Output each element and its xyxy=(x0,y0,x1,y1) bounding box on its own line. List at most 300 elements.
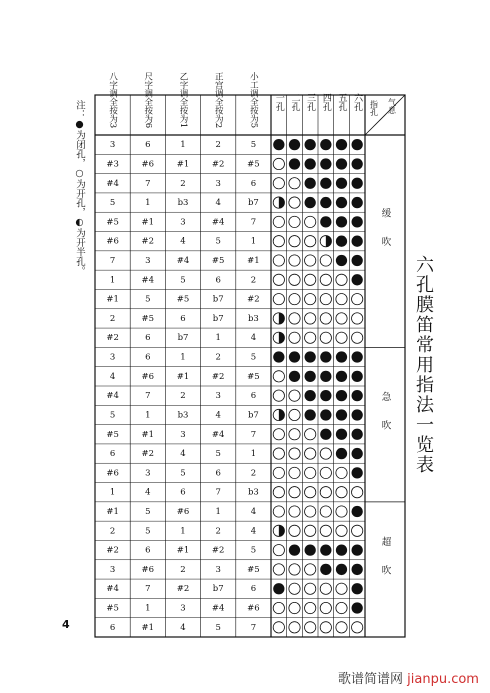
closed-hole-mark xyxy=(336,351,347,362)
note-value: 3 xyxy=(145,468,151,479)
open-hole-mark xyxy=(336,487,347,498)
open-hole-mark xyxy=(305,525,316,536)
note-value: 1 xyxy=(215,507,221,517)
note-value: #2 xyxy=(141,236,155,247)
open-hole-mark xyxy=(289,564,300,575)
open-hole-mark xyxy=(336,525,347,536)
note-value: b7 xyxy=(247,198,259,209)
closed-hole-mark xyxy=(305,544,316,555)
watermark-url: jianpu.com xyxy=(407,672,479,687)
note-value: 2 xyxy=(180,391,186,402)
closed-hole-mark xyxy=(352,236,363,247)
note-value: #1 xyxy=(106,294,119,305)
open-hole-mark xyxy=(305,293,316,304)
open-hole-mark xyxy=(305,332,316,343)
note-value: #5 xyxy=(176,294,190,305)
note-value: 2 xyxy=(215,352,221,363)
hole-label: 三孔 xyxy=(305,93,316,111)
closed-hole-mark xyxy=(289,544,300,555)
note-value: 5 xyxy=(215,622,221,633)
open-hole-mark xyxy=(273,390,284,401)
open-hole-mark xyxy=(273,448,284,459)
open-hole-mark xyxy=(305,602,316,613)
open-hole-mark xyxy=(273,564,284,575)
hole-label: 四孔 xyxy=(320,93,331,111)
open-hole-mark xyxy=(320,274,331,285)
note-value: b3 xyxy=(247,487,259,498)
open-hole-mark xyxy=(352,525,363,536)
open-hole-mark xyxy=(352,487,363,498)
closed-hole-mark xyxy=(305,371,316,382)
open-hole-mark xyxy=(289,429,300,440)
note-value: b7 xyxy=(247,410,259,421)
open-hole-mark xyxy=(305,448,316,459)
note-value: 6 xyxy=(250,178,257,189)
note-value: #2 xyxy=(106,545,119,556)
open-hole-mark xyxy=(273,216,284,227)
open-hole-mark xyxy=(289,409,300,420)
section-label: 超 吹 xyxy=(379,536,391,575)
open-hole-mark xyxy=(273,158,284,169)
open-hole-mark xyxy=(320,506,331,517)
note-value: b3 xyxy=(247,313,259,324)
table-frame xyxy=(95,95,405,637)
note-value: 6 xyxy=(109,449,116,460)
half-hole-fill xyxy=(279,409,285,420)
note-value: 5 xyxy=(250,140,257,151)
note-value: 3 xyxy=(215,178,221,189)
open-hole-mark xyxy=(336,622,347,633)
closed-hole-mark xyxy=(336,390,347,401)
note-value: #6 xyxy=(176,507,190,517)
closed-hole-mark xyxy=(352,197,363,208)
open-hole-mark xyxy=(273,429,284,440)
note-value: #6 xyxy=(106,236,119,247)
note-value: #1 xyxy=(141,217,155,228)
open-hole-mark xyxy=(320,583,331,594)
note-value: #6 xyxy=(247,603,260,614)
closed-hole-mark xyxy=(352,506,363,517)
open-hole-mark xyxy=(273,371,284,382)
closed-hole-mark xyxy=(352,602,363,613)
open-hole-mark xyxy=(273,236,284,247)
closed-hole-mark xyxy=(336,429,347,440)
note-value: 7 xyxy=(145,584,151,595)
closed-hole-mark xyxy=(352,139,363,150)
closed-hole-mark xyxy=(352,158,363,169)
open-hole-mark xyxy=(289,332,300,343)
note-value: 2 xyxy=(250,275,257,286)
open-hole-mark xyxy=(336,583,347,594)
key-label: 尺字调全按为6 xyxy=(142,71,153,129)
note-value: 2 xyxy=(109,526,116,537)
closed-hole-mark xyxy=(305,351,316,362)
closed-hole-mark xyxy=(336,371,347,382)
note-value: #5 xyxy=(106,217,119,228)
note-value: 1 xyxy=(250,236,257,247)
note-value: #4 xyxy=(211,429,225,440)
note-value: #4 xyxy=(211,603,225,614)
open-hole-mark xyxy=(273,293,284,304)
note-value: 1 xyxy=(180,140,186,151)
note-value: 4 xyxy=(145,487,151,498)
note-value: 1 xyxy=(109,275,116,286)
open-hole-mark xyxy=(352,622,363,633)
closed-hole-mark xyxy=(336,236,347,247)
closed-hole-mark xyxy=(352,255,363,266)
note-value: #5 xyxy=(106,429,119,440)
note-value: 3 xyxy=(180,603,186,614)
note-value: 2 xyxy=(215,526,221,537)
note-value: 5 xyxy=(250,352,257,363)
note-value: #6 xyxy=(141,564,155,575)
open-hole-mark xyxy=(320,293,331,304)
note-value: 4 xyxy=(180,449,186,460)
half-hole-fill xyxy=(279,332,285,343)
closed-hole-mark xyxy=(320,158,331,169)
closed-hole-mark xyxy=(352,216,363,227)
open-hole-mark xyxy=(320,313,331,324)
closed-hole-mark xyxy=(336,448,347,459)
open-hole-mark xyxy=(273,178,284,189)
closed-hole-mark xyxy=(352,178,363,189)
note-value: 7 xyxy=(250,217,257,228)
closed-hole-mark xyxy=(336,139,347,150)
closed-hole-mark xyxy=(320,351,331,362)
closed-hole-mark xyxy=(320,429,331,440)
note-value: #1 xyxy=(176,545,190,556)
note-value: #1 xyxy=(106,507,119,517)
open-hole-mark xyxy=(273,544,284,555)
note-value: b3 xyxy=(177,198,189,209)
note-value: #2 xyxy=(176,584,190,595)
closed-hole-mark xyxy=(305,139,316,150)
note-value: 5 xyxy=(109,410,116,421)
note-value: 2 xyxy=(180,564,186,575)
open-hole-mark xyxy=(305,467,316,478)
hole-label: 一孔 xyxy=(273,93,284,111)
note-value: #4 xyxy=(106,584,119,595)
note-value: #4 xyxy=(106,391,119,402)
note-value: 6 xyxy=(145,545,151,556)
open-hole-mark xyxy=(352,313,363,324)
closed-hole-mark xyxy=(305,197,316,208)
note-value: 7 xyxy=(215,487,221,498)
closed-hole-mark xyxy=(305,178,316,189)
note-value: #4 xyxy=(176,256,190,266)
note-value: #2 xyxy=(211,371,225,382)
note-value: #6 xyxy=(106,468,119,479)
open-hole-mark xyxy=(289,448,300,459)
note-value: 3 xyxy=(180,429,186,440)
note-value: 6 xyxy=(215,275,221,286)
note-value: 6 xyxy=(109,622,116,633)
open-hole-mark xyxy=(305,216,316,227)
closed-hole-mark xyxy=(352,448,363,459)
key-label: 小工调全按为5 xyxy=(248,71,259,129)
note-value: 7 xyxy=(109,256,116,266)
open-hole-mark xyxy=(289,293,300,304)
page-number: 4 xyxy=(62,618,70,631)
closed-hole-mark xyxy=(320,409,331,420)
note-value: 6 xyxy=(145,333,151,344)
note-value: #6 xyxy=(141,371,155,382)
open-hole-mark xyxy=(320,332,331,343)
note-value: 5 xyxy=(145,507,151,517)
note-value: 2 xyxy=(250,468,257,479)
open-hole-mark xyxy=(289,236,300,247)
key-label: 正宫调全按为2 xyxy=(213,71,224,129)
note-value: 4 xyxy=(180,622,186,633)
closed-hole-mark xyxy=(320,216,331,227)
note-value: 3 xyxy=(109,352,116,363)
note-value: 1 xyxy=(180,526,186,537)
note-value: #6 xyxy=(141,159,155,170)
note-value: 1 xyxy=(180,352,186,363)
closed-hole-mark xyxy=(273,583,284,594)
closed-hole-mark xyxy=(336,409,347,420)
open-hole-mark xyxy=(320,487,331,498)
note-value: 6 xyxy=(215,468,221,479)
note-value: 5 xyxy=(109,198,116,209)
note-value: #2 xyxy=(211,159,225,170)
note-value: 4 xyxy=(215,410,221,421)
note-value: #4 xyxy=(211,217,225,228)
watermark-text: 歌谱简谱网 xyxy=(338,672,404,687)
note-value: #2 xyxy=(141,449,155,460)
note-value: #5 xyxy=(141,313,155,324)
open-hole-mark xyxy=(305,313,316,324)
note-value: #1 xyxy=(141,622,155,633)
note-value: b7 xyxy=(212,313,224,324)
open-hole-mark xyxy=(305,506,316,517)
half-hole-fill xyxy=(279,313,285,324)
open-hole-mark xyxy=(305,583,316,594)
closed-hole-mark xyxy=(336,197,347,208)
note-value: 7 xyxy=(250,622,257,633)
open-hole-mark xyxy=(289,583,300,594)
closed-hole-mark xyxy=(289,351,300,362)
note-value: 1 xyxy=(145,603,151,614)
note-value: 5 xyxy=(180,275,186,286)
note-value: 4 xyxy=(250,333,257,344)
note-value: #5 xyxy=(211,256,225,266)
open-hole-mark xyxy=(305,564,316,575)
legend-note: 注：●为闭孔，○为开孔，◐为开半孔。 xyxy=(74,100,85,276)
open-hole-mark xyxy=(289,506,300,517)
note-value: 5 xyxy=(145,294,151,305)
note-value: b7 xyxy=(212,294,224,305)
open-hole-mark xyxy=(289,487,300,498)
open-hole-mark xyxy=(352,332,363,343)
note-value: #1 xyxy=(247,256,260,266)
note-value: #2 xyxy=(211,545,225,556)
note-value: #5 xyxy=(247,564,260,575)
open-hole-mark xyxy=(273,622,284,633)
section-label: 缓 吹 xyxy=(379,208,391,247)
note-value: 6 xyxy=(145,352,151,363)
open-hole-mark xyxy=(305,255,316,266)
open-hole-mark xyxy=(289,602,300,613)
watermark xyxy=(338,668,479,687)
note-value: 5 xyxy=(215,449,221,460)
open-hole-mark xyxy=(273,602,284,613)
open-hole-mark xyxy=(305,429,316,440)
note-value: 4 xyxy=(250,526,257,537)
open-hole-mark xyxy=(336,274,347,285)
note-value: 3 xyxy=(215,564,221,575)
closed-hole-mark xyxy=(352,390,363,401)
closed-hole-mark xyxy=(289,158,300,169)
note-value: #5 xyxy=(247,159,260,170)
closed-hole-mark xyxy=(320,178,331,189)
open-hole-mark xyxy=(273,467,284,478)
note-value: 2 xyxy=(215,140,221,151)
closed-hole-mark xyxy=(289,371,300,382)
note-value: 6 xyxy=(250,584,257,595)
closed-hole-mark xyxy=(352,371,363,382)
note-value: 1 xyxy=(109,487,116,498)
open-hole-mark xyxy=(289,274,300,285)
note-value: b7 xyxy=(177,333,189,344)
note-value: 4 xyxy=(250,507,257,517)
open-hole-mark xyxy=(273,506,284,517)
closed-hole-mark xyxy=(273,139,284,150)
open-hole-mark xyxy=(336,467,347,478)
open-hole-mark xyxy=(336,332,347,343)
note-value: #4 xyxy=(106,178,119,189)
hole-label: 二孔 xyxy=(289,93,300,111)
closed-hole-mark xyxy=(273,351,284,362)
closed-hole-mark xyxy=(305,409,316,420)
note-value: 7 xyxy=(145,391,151,402)
section-label: 急 吹 xyxy=(379,391,391,430)
closed-hole-mark xyxy=(320,564,331,575)
open-hole-mark xyxy=(305,274,316,285)
open-hole-mark xyxy=(336,602,347,613)
note-value: 3 xyxy=(145,256,151,266)
closed-hole-mark xyxy=(352,351,363,362)
open-hole-mark xyxy=(305,236,316,247)
open-hole-mark xyxy=(273,255,284,266)
note-value: 1 xyxy=(145,410,151,421)
note-value: 1 xyxy=(250,449,257,460)
note-value: 6 xyxy=(180,487,186,498)
note-value: #5 xyxy=(106,603,119,614)
page-title: 六孔膜笛常用指法一览表 xyxy=(413,255,434,475)
note-value: 6 xyxy=(180,313,186,324)
note-value: 4 xyxy=(180,236,186,247)
closed-hole-mark xyxy=(352,583,363,594)
note-value: #1 xyxy=(176,159,190,170)
key-label: 乙字调全按为1 xyxy=(178,71,188,129)
closed-hole-mark xyxy=(352,409,363,420)
open-hole-mark xyxy=(289,313,300,324)
open-hole-mark xyxy=(305,622,316,633)
note-value: 4 xyxy=(109,371,116,382)
open-hole-mark xyxy=(305,487,316,498)
open-hole-mark xyxy=(273,274,284,285)
hole-label: 五孔 xyxy=(336,93,347,111)
open-hole-mark xyxy=(289,178,300,189)
note-value: #2 xyxy=(247,294,260,305)
open-hole-mark xyxy=(320,255,331,266)
open-hole-mark xyxy=(289,622,300,633)
open-hole-mark xyxy=(289,390,300,401)
note-value: 3 xyxy=(180,217,186,228)
note-value: 4 xyxy=(215,198,221,209)
closed-hole-mark xyxy=(320,139,331,150)
open-hole-mark xyxy=(289,255,300,266)
open-hole-mark xyxy=(273,487,284,498)
note-value: 3 xyxy=(109,140,116,151)
open-hole-mark xyxy=(289,467,300,478)
note-value: 6 xyxy=(145,140,151,151)
closed-hole-mark xyxy=(336,255,347,266)
closed-hole-mark xyxy=(320,197,331,208)
half-hole-fill xyxy=(279,197,285,208)
note-value: 3 xyxy=(109,564,116,575)
closed-hole-mark xyxy=(336,158,347,169)
note-value: b3 xyxy=(177,410,189,421)
note-value: 1 xyxy=(215,333,221,344)
note-value: #2 xyxy=(106,333,119,344)
note-value: #4 xyxy=(141,275,155,286)
closed-hole-mark xyxy=(289,139,300,150)
half-hole-fill xyxy=(326,236,332,247)
note-value: 6 xyxy=(250,391,257,402)
note-value: 5 xyxy=(145,526,151,537)
note-value: 5 xyxy=(250,545,257,556)
closed-hole-mark xyxy=(336,544,347,555)
closed-hole-mark xyxy=(320,390,331,401)
open-hole-mark xyxy=(352,293,363,304)
note-value: b7 xyxy=(212,584,224,595)
note-value: 3 xyxy=(215,391,221,402)
closed-hole-mark xyxy=(320,544,331,555)
note-value: #5 xyxy=(247,371,260,382)
closed-hole-mark xyxy=(352,544,363,555)
open-hole-mark xyxy=(289,197,300,208)
key-label: 八字调全按为3 xyxy=(107,71,118,129)
open-hole-mark xyxy=(320,467,331,478)
open-hole-mark xyxy=(320,602,331,613)
closed-hole-mark xyxy=(305,158,316,169)
note-value: 2 xyxy=(180,178,186,189)
closed-hole-mark xyxy=(336,564,347,575)
corner-top-label: 气息 xyxy=(387,98,397,114)
closed-hole-mark xyxy=(305,390,316,401)
closed-hole-mark xyxy=(352,274,363,285)
note-value: 5 xyxy=(215,236,221,247)
open-hole-mark xyxy=(336,506,347,517)
open-hole-mark xyxy=(320,622,331,633)
closed-hole-mark xyxy=(336,178,347,189)
corner-bottom-label: 指孔 xyxy=(369,100,379,116)
open-hole-mark xyxy=(336,313,347,324)
note-value: 5 xyxy=(180,468,186,479)
note-value: 1 xyxy=(145,198,151,209)
note-value: #1 xyxy=(141,429,155,440)
note-value: 7 xyxy=(145,178,151,189)
note-value: 7 xyxy=(250,429,257,440)
note-value: #3 xyxy=(106,159,119,170)
hole-label: 六孔 xyxy=(352,93,363,111)
open-hole-mark xyxy=(320,448,331,459)
closed-hole-mark xyxy=(336,216,347,227)
note-value: #1 xyxy=(176,371,190,382)
closed-hole-mark xyxy=(320,371,331,382)
